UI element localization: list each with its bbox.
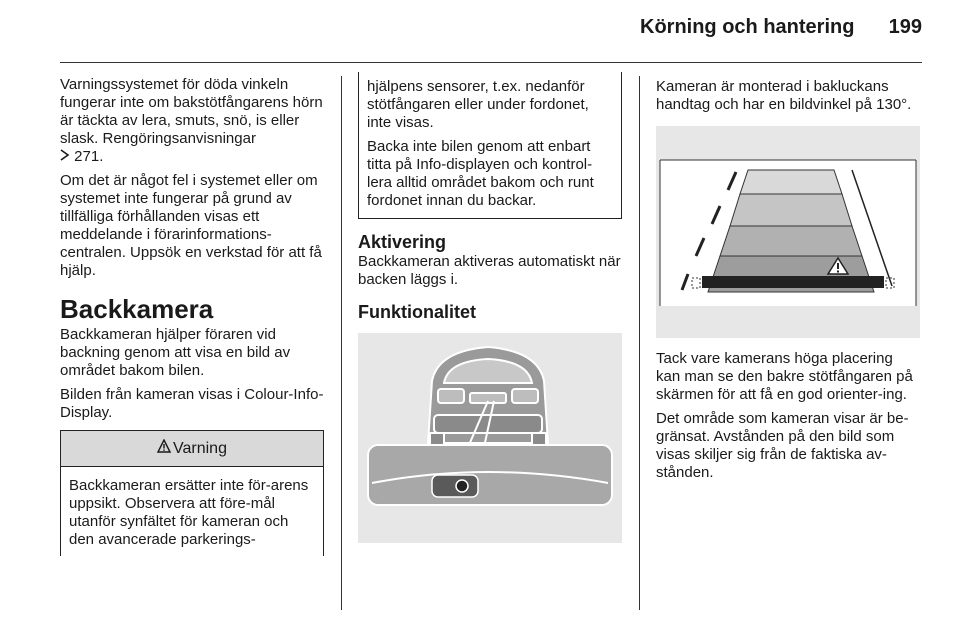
figure-display-view — [656, 126, 920, 338]
warning-text: Backkameran ersätter inte för-arens uppsikt. Observera att före-mål utanför synfältet för kameran och den avancerade parkerings- — [69, 477, 309, 548]
paragraph-fault: Om det är något fel i systemet eller om systemet inte fungerar på grund av tillfälliga förhållanden visas ett meddelande i förarinformations-centralen. Uppsök en verkstad för att få hjälp. — [60, 172, 322, 279]
column-middle — [358, 72, 622, 543]
page-number: 199 — [888, 16, 922, 38]
paragraph-camera-mount: Kameran är monterad i bakluckans handtag och har en bildvinkel på 130°. — [656, 78, 912, 113]
paragraph-intro: Backkameran hjälper föraren vid backning genom att visa en bild av området bakom bilen. — [60, 326, 291, 379]
section-heading-aktivering: Aktivering — [358, 232, 447, 252]
warning-header — [61, 431, 323, 467]
section-heading-backkamera: Backkamera — [60, 294, 214, 324]
column-divider-right — [639, 76, 640, 610]
page-reference[interactable]: 271. — [74, 148, 104, 165]
paragraph-blind-spot — [60, 76, 324, 166]
warning-text-continued: hjälpens sensorer, t.ex. nedanför stötfångaren eller under fordonet, inte visas. — [367, 78, 589, 131]
paragraph-display: Bilden från kameran visas i Colour-Info-Display. — [60, 386, 324, 421]
warning-text-advice: Backa inte bilen genom att enbart titta på Info-displayen och kontrol-lera alltid området bakom och runt fordonet innan du backar. — [367, 138, 594, 209]
paragraph-limited-area: Det område som kameran visar är be-gränsat. Avstånden på den bild som visas skiljer sig från de faktiska av-stånden. — [656, 410, 909, 481]
page-header-title: Körning och hantering — [640, 16, 855, 38]
header-rule — [60, 62, 922, 63]
warning-box-continued — [358, 72, 622, 219]
paragraph-activation: Backkameran aktiveras automatiskt när backen läggs i. — [358, 253, 621, 288]
column-divider-left — [341, 76, 342, 610]
reference-arrow-icon — [60, 148, 74, 165]
paragraph-bumper-visible: Tack vare kamerans höga placering kan man se den bakre stötfångaren på skärmen för att få en god orienter-ing. — [656, 350, 913, 403]
column-right — [656, 78, 920, 488]
figure-camera-location — [358, 333, 622, 543]
warning-title: Varning — [173, 439, 227, 457]
section-heading-funktionalitet: Funktionalitet — [358, 302, 476, 322]
column-left — [60, 76, 324, 556]
paragraph-text: Varningssystemet för döda vinkeln fungerar inte om bakstötfångarens hörn är täckta av lera, smuts, snö, is eller slask. Rengöringsanvisningar — [60, 76, 323, 147]
warning-box — [60, 430, 324, 556]
warning-triangle-icon — [157, 439, 171, 458]
